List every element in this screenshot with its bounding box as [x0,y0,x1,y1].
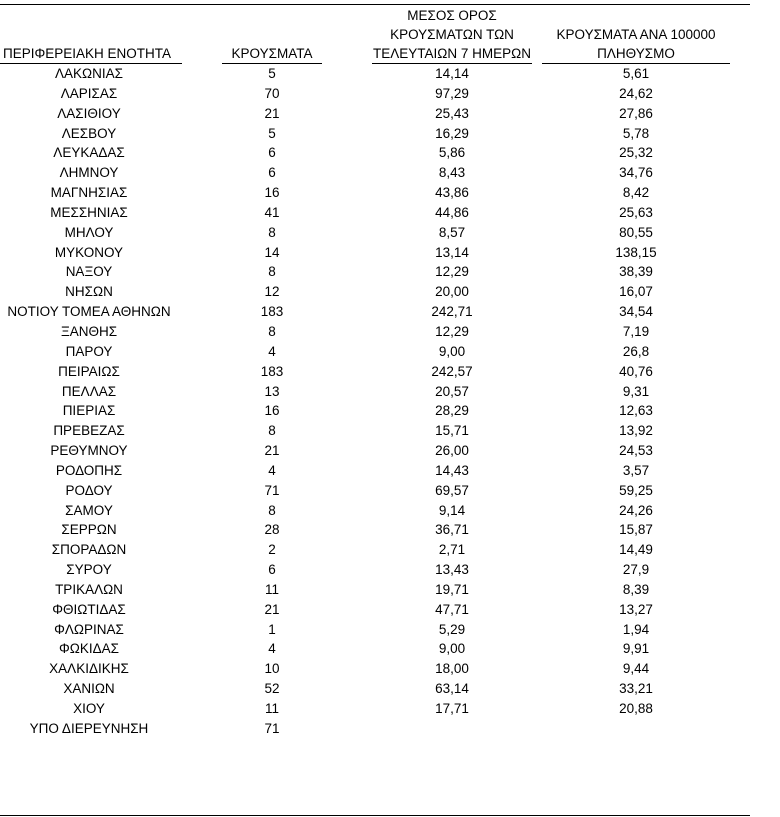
cell-region: ΤΡΙΚΑΛΩΝ [55,581,123,597]
cell-avg-7-days: 14,43 [435,462,469,478]
cell-avg-7-days: 47,71 [435,601,469,617]
cell-cases: 183 [260,363,284,379]
header-cases-per-100k: ΚΡΟΥΣΜΑΤΑ ΑΝΑ 100000 ΠΛΗΘΥΣΜΟ [556,27,716,61]
cell-region: ΣΕΡΡΩΝ [61,522,117,538]
table-header [0,5,750,63]
cell-cases-per-100k: 13,92 [619,423,653,439]
cell-avg-7-days: 242,57 [431,363,473,379]
cell-cases: 28 [264,522,280,538]
cell-cases-per-100k: 40,76 [619,363,653,379]
cell-avg-7-days: 9,00 [438,641,466,657]
table-row [0,421,750,441]
cell-avg-7-days: 16,29 [435,125,469,141]
cell-cases-per-100k: 16,07 [619,284,653,300]
cell-region: ΣΑΜΟΥ [65,502,113,518]
cell-cases-per-100k: 27,9 [622,562,650,578]
cell-region: ΛΕΣΒΟΥ [61,125,117,141]
table-body [0,64,750,739]
cell-cases-per-100k: 25,32 [619,145,653,161]
cell-avg-7-days: 44,86 [435,204,469,220]
cell-region: ΦΩΚΙΔΑΣ [59,641,119,657]
cell-cases-per-100k: 5,61 [622,66,650,81]
table-row [0,580,750,600]
table-row [0,501,750,521]
cell-cases: 12 [264,284,280,300]
cell-cases: 8 [268,423,276,439]
cell-region: ΦΛΩΡΙΝΑΣ [54,621,124,637]
cell-region: ΞΑΝΘΗΣ [60,323,118,339]
cell-avg-7-days: 5,86 [438,145,466,161]
cell-region: ΜΥΚΟΝΟΥ [54,244,124,260]
cell-cases: 8 [268,224,276,240]
header-region: ΠΕΡΙΦΕΡΕΙΑΚΗ ΕΝΟΤΗΤΑ [3,46,172,61]
cell-cases: 1 [268,621,276,637]
cell-cases-per-100k: 15,87 [619,522,653,538]
cell-avg-7-days: 15,71 [435,423,469,439]
cell-cases: 21 [264,105,280,121]
table-row [0,322,750,342]
cell-avg-7-days: 9,14 [438,502,466,518]
cell-cases: 41 [264,204,280,220]
cell-cases: 6 [268,145,276,161]
cell-cases: 6 [268,165,276,181]
table-row [0,282,750,302]
cell-cases: 11 [264,581,279,597]
cell-region: ΦΘΙΩΤΙΔΑΣ [52,601,126,617]
table-row [0,540,750,560]
cell-avg-7-days: 19,71 [435,581,469,597]
cell-avg-7-days: 9,00 [438,343,466,359]
cell-avg-7-days: 25,43 [435,105,469,121]
cell-region: ΛΑΡΙΣΑΣ [60,85,118,101]
table-row [0,719,750,739]
cell-avg-7-days: 20,00 [435,284,469,300]
table-row [0,401,750,421]
cell-cases: 8 [268,264,276,280]
table-row [0,560,750,580]
table-row [0,84,750,104]
cell-cases-per-100k: 1,94 [622,621,650,637]
cell-cases-per-100k: 138,15 [615,244,657,260]
table-row [0,679,750,699]
cell-cases: 4 [268,343,276,359]
cell-avg-7-days: 2,71 [438,542,466,558]
cell-region: ΜΕΣΣΗΝΙΑΣ [50,204,128,220]
cell-avg-7-days: 13,43 [435,562,469,578]
cell-cases: 70 [264,85,280,101]
cell-cases: 8 [268,502,276,518]
cell-cases: 21 [264,601,280,617]
cell-cases-per-100k: 20,88 [619,701,653,716]
cell-cases-per-100k: 8,39 [622,581,650,597]
cell-avg-7-days: 36,71 [435,522,469,538]
cell-avg-7-days: 97,29 [435,85,469,101]
table-row [0,203,750,223]
cell-region: ΡΟΔΟΥ [65,482,113,498]
table-row [0,183,750,203]
table-row [0,104,750,124]
cell-cases-per-100k: 27,86 [619,105,653,121]
cell-cases-per-100k: 38,39 [619,264,653,280]
table-row [0,124,750,144]
cell-region: ΡΟΔΟΠΗΣ [55,462,123,478]
cell-cases-per-100k: 9,31 [622,383,650,399]
cell-cases-per-100k: 14,49 [619,542,653,558]
cell-avg-7-days: 12,29 [435,323,469,339]
cell-avg-7-days: 26,00 [435,443,469,459]
table-row [0,302,750,322]
table-row [0,262,750,282]
cell-cases-per-100k: 24,53 [619,443,653,459]
cell-region: ΝΟΤΙΟΥ ΤΟΜΕΑ ΑΘΗΝΩΝ [7,304,171,320]
cell-avg-7-days: 20,57 [435,383,469,399]
cell-region: ΠΡΕΒΕΖΑΣ [53,423,125,439]
cell-cases-per-100k: 26,8 [622,343,650,359]
cell-region: ΧΙΟΥ [73,701,105,716]
cell-cases: 11 [264,701,279,716]
table-row [0,481,750,501]
cell-avg-7-days: 18,00 [435,661,469,677]
cell-avg-7-days: 43,86 [435,185,469,201]
cell-region: ΧΑΛΚΙΔΙΚΗΣ [49,661,129,677]
table-row [0,163,750,183]
cell-cases-per-100k: 33,21 [619,681,653,697]
cell-region: ΠΕΙΡΑΙΩΣ [58,363,120,379]
cell-cases-per-100k: 59,25 [619,482,653,498]
cell-cases: 8 [268,323,276,339]
table-row [0,699,750,719]
cell-region: ΛΑΣΙΘΙΟΥ [57,105,121,121]
cell-avg-7-days: 12,29 [435,264,469,280]
table-row [0,600,750,620]
cell-region: ΡΕΘΥΜΝΟΥ [50,443,128,459]
cell-cases-per-100k: 9,91 [622,641,650,657]
cell-cases-per-100k: 80,55 [619,224,653,240]
cell-cases-per-100k: 3,57 [622,462,650,478]
cell-cases-per-100k: 25,63 [619,204,653,220]
cell-avg-7-days: 13,14 [435,244,469,260]
cell-cases-per-100k: 12,63 [619,403,653,419]
header-avg-7-days: ΜΕΣΟΣ ΟΡΟΣ ΚΡΟΥΣΜΑΤΩΝ ΤΩΝ ΤΕΛΕΥΤΑΙΩΝ 7 ΗΜΕΡΩΝ [373,8,531,61]
cell-avg-7-days: 14,14 [435,66,469,81]
cell-avg-7-days: 28,29 [435,403,469,419]
table-row [0,143,750,163]
cell-cases: 4 [268,641,276,657]
cell-cases-per-100k: 13,27 [619,601,653,617]
cell-region: ΣΠΟΡΑΔΩΝ [51,542,127,558]
cell-avg-7-days: 63,14 [435,681,469,697]
cell-region: ΛΕΥΚΑΔΑΣ [53,145,125,161]
cell-region: ΝΑΞΟΥ [65,264,113,280]
cell-avg-7-days: 8,43 [438,165,466,181]
table-row [0,223,750,243]
cell-cases-per-100k: 34,76 [619,165,653,181]
cell-cases: 16 [264,185,280,201]
cell-cases: 2 [268,542,276,558]
cell-region: ΛΗΜΝΟΥ [59,165,119,181]
cell-cases: 14 [264,244,280,260]
cell-cases-per-100k: 8,42 [622,185,650,201]
cell-cases-per-100k: 7,19 [622,323,650,339]
cell-region: ΥΠΟ ΔΙΕΡΕΥΝΗΣΗ [29,720,149,736]
table-row [0,64,750,84]
cell-avg-7-days: 242,71 [431,304,473,320]
table-row [0,520,750,540]
table-row [0,639,750,659]
cell-avg-7-days: 69,57 [435,482,469,498]
cell-cases: 71 [264,482,280,498]
cell-cases: 5 [268,66,276,81]
cell-region: ΠΑΡΟΥ [65,343,113,359]
table-row [0,461,750,481]
cell-cases: 4 [268,462,276,478]
cell-cases-per-100k: 9,44 [622,661,650,677]
table-row [0,342,750,362]
cell-cases-per-100k: 24,26 [619,502,653,518]
cell-cases: 16 [264,403,280,419]
cell-cases: 183 [260,304,284,320]
cell-cases-per-100k: 34,54 [619,304,653,320]
cell-region: ΜΗΛΟΥ [64,224,114,240]
table-row [0,659,750,679]
cell-cases: 71 [264,720,280,736]
cell-region: ΠΕΛΛΑΣ [61,383,117,399]
cell-avg-7-days: 8,57 [438,224,466,240]
table-row [0,620,750,640]
cell-region: ΣΥΡΟΥ [66,562,112,578]
cell-cases: 52 [264,681,280,697]
cell-cases: 13 [264,383,280,399]
table-row [0,382,750,402]
cell-region: ΠΙΕΡΙΑΣ [62,403,116,419]
cell-region: ΜΑΓΝΗΣΙΑΣ [50,185,128,201]
cell-cases-per-100k: 24,62 [619,85,653,101]
cell-cases: 21 [264,443,280,459]
cell-cases: 5 [268,125,276,141]
table-row [0,362,750,382]
table-row [0,243,750,263]
cell-region: ΛΑΚΩΝΙΑΣ [55,66,123,81]
cell-cases: 10 [264,661,280,677]
cell-cases: 6 [268,562,276,578]
cell-region: ΝΗΣΩΝ [65,284,113,300]
cell-region: ΧΑΝΙΩΝ [63,681,115,697]
header-cases: ΚΡΟΥΣΜΑΤΑ [231,46,313,61]
cell-avg-7-days: 17,71 [435,701,469,716]
cell-cases-per-100k: 5,78 [622,125,650,141]
bottom-border [0,815,750,816]
table-row [0,441,750,461]
cell-avg-7-days: 5,29 [438,621,466,637]
